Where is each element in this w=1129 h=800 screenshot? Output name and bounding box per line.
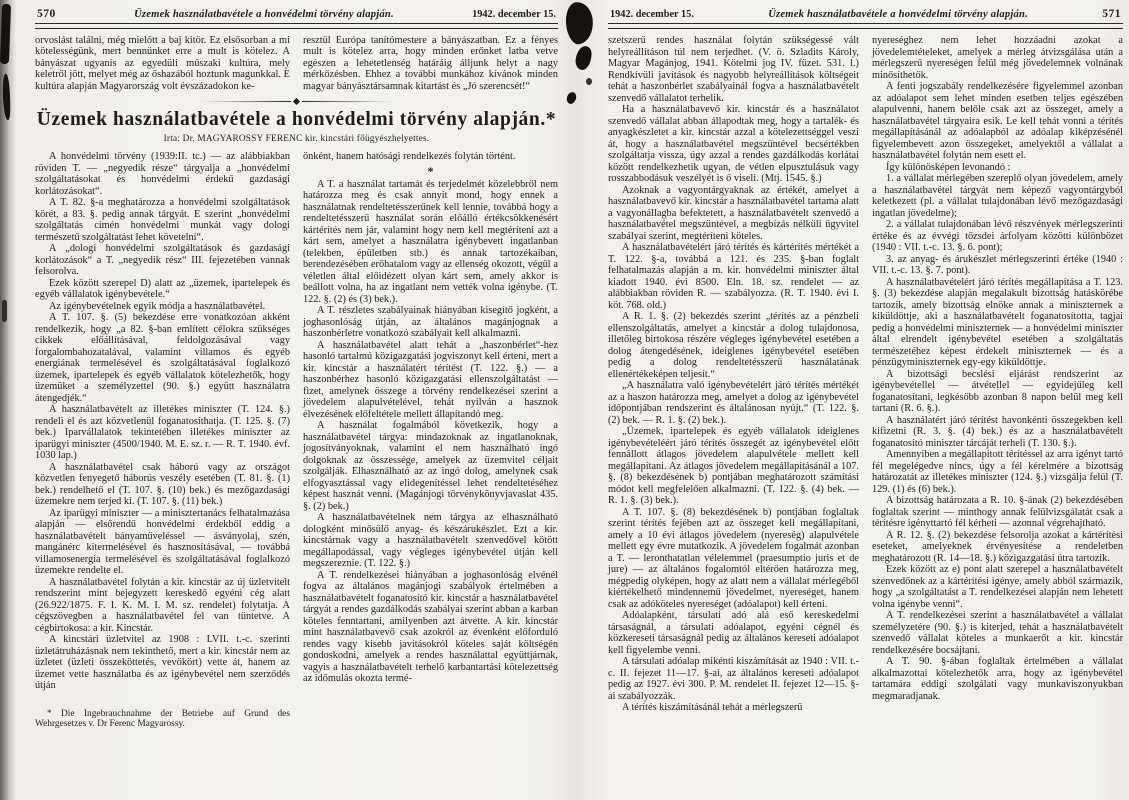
section-separator: * (427, 163, 434, 178)
text-column (608, 35, 859, 714)
paragraph: Ezek között szerepel D) alatt az „üzemek, ipartelepek és egyéb vállalatok igénybevétele.“ (35, 277, 290, 301)
article-divider (202, 99, 392, 104)
paragraph: A T. 107. §. (5) bekezdése erre vonatkozóan akként rendelkezik, hogy „a 82. §-ban említett célokra szükséges cikkek előállításával, feldolgozásával vagy forgalombahozatalával, valamint villamos és egyéb energiának termelésével és szolgáltatásával foglalkozó üzemek, ipartelepek és egyéb vállalatok kötelezhetők, hogy üzemüket a személyzettel (90. §.) együtt használatra átengedjék.“ (35, 312, 290, 404)
page-header (35, 6, 558, 23)
ink-blot (2, 300, 7, 322)
paragraph: resztül Európa tanítómestere a bányászatban. Ez a fényes mult is kötelez arra, hogy minden erőnket latba vetve egészen a lehetetlenség határáig álljunk helyt a nagy mérkőzésben. Ehhez a további munkához kívánok minden magyar bányásztársamnak kitartást és „Jó szerencsét!“ (303, 35, 558, 92)
paragraph: A T. rendelkezései szerint a használatbavétel a vállalat személyzetére (90. §.) is kiterjed, tehát a használatbavételt szenvedő vállalat köteles a munkaerőt a kir. kincstár rendelkezésére bocsájtani. (872, 610, 1123, 656)
issue-date: 1942. december 15. (472, 9, 556, 20)
paragraph: A társulati adóalap mikénti kiszámítását az 1940 : VII. t.-c. II. fejezet 11—17. §-ai, az általános kereseti adóalapot pedig az 1927. évi 300. P. M. rendelet II. fejezet 12—15. §-ai szabályozzák. (608, 656, 859, 702)
paragraph: A T. a használat tartamát és terjedelmét közelebbről nem határozza meg és csak annyit mond, hogy ennek a használatnak rendeltetésszerűnek kell lennie, továbbá hogy a rendeltetésszerű használat során előálló értékcsökkenésért kártérítés nem jár, valamint hogy nem kell megtéríteni azt a kárt sem, amelyet a használatra igénybevett ingatlanban (telekben, épületben stb.) és annak tartozékaiban, berendezésében erőhatalom vagy az ellenség okozott, végül a véletlen által előidézett olyan kárt sem, amely akkor is beállott volna, ha az ingatlant nem vették volna igénybe. (T. 122. §. (2) és (3) bek.). (303, 178, 558, 305)
running-title: Üzemek használatbavétele a honvédelmi törvény alapján. (768, 9, 1028, 20)
article-title: Üzemek használatbavétele a honvédelmi törvény alapján.* (36, 109, 557, 131)
paragraph: A T. részletes szabályainak hiányában kisegítő jogként, a joghasonlóság útján, az általános magánjognak a haszonbérletre vonatkozó szabályait kell alkalmazni. (303, 305, 558, 340)
binding-shadow (0, 0, 16, 800)
ink-blot (586, 78, 592, 85)
page-number: 571 (1102, 8, 1121, 20)
header-rule (35, 23, 558, 29)
paragraph: A R. 12. §. (2) bekezdése felsorolja azokat a kártérítési eseteket, amelyeknek érvényesítése a rendeletben meghatározott (R. 14—18. §.) közigazgatási útra tartozik. (872, 529, 1123, 564)
paragraph: nyereséghez nem lehet hozzáadni azokat a jövedelemtételeket, amelyek a mérleg átvizsgálása után a mérlegszerű nyereségen felül még jövedelemnek volnának minősíthetők. (872, 35, 1123, 81)
page-left (35, 6, 558, 730)
paragraph: A használatért járó térítést havonkénti összegekben kell kifizetni (R. 3. §. (4) bek.) és az a használatbavételt foganatosító miniszter tárcáját terheli (T. 130. §.). (872, 414, 1123, 449)
paragraph: A R. 1. §. (2) bekezdés szerint „térítés az a pénzbeli ellenszolgáltatás, amelyet a kincstár a dolog tulajdonosa, illetőleg birtokosa részére végleges igénybevétel esetében a dolog átengedésének, ideiglenes igénybevétel esetében pedig a dolog rendeltetésszerű használatának ellenértékeképen teljesít.“ (608, 311, 859, 380)
ink-blot (565, 91, 578, 105)
paragraph: A T. 82. §-a meghatározza a honvédelmi szolgáltatások körét, a 83. §. pedig annak tárgyát. E szerint „honvédelmi szolgáltatás címén honvédelmi munkát vagy dologi természetű szolgáltatást lehet követelni“. (35, 197, 290, 243)
previous-article-end (35, 35, 558, 92)
article-body (608, 35, 1123, 714)
paragraph: A használatbavételt az illetékes miniszter (T. 124. §.) rendeli el és azt közvetlenül foganatosíthatja. (T. 125. §. (7) bek.) Iparvállalatok tekintetében illetékes miniszter az iparügyi miniszter (4500/1940. M. E. sz. r. — R. T. 1940. évf. 1030 lap.) (35, 404, 290, 462)
footnote (35, 709, 290, 731)
page-header (608, 6, 1123, 23)
paragraph: Amennyiben a megállapított térítéssel az arra igényt tartó fél megelégedve nincs, úgy a fél kérelmére a bizottság határozatát az illetékes miniszter (124. §.) vizsgálja felül (T. 129. (1) és (6) bek.). (872, 449, 1123, 495)
paragraph: „A használatra való igénybevételért járó térítés mértékét az a haszon határozza meg, amelyet a dolog az igénybevétel időpontjában rendszerint és általánosan nyújt.“ (T. 122. §. (2) bek. — R. 1. §. (2) bek.). (608, 380, 859, 426)
page-number: 570 (37, 8, 56, 20)
paragraph: * Die Ingebrauchnahme der Betriebe auf Grund des Wehrgesetzes v. Dr Ferenc Magyarossy. (35, 708, 290, 730)
paragraph: A honvédelmi törvény (1939:II. tc.) — az alábbiakban röviden T. — „negyedik része“ tárgyalja a „honvédelmi szolgáltatásokat és honvédelmi érdekű gazdasági korlátozásokat“. (35, 151, 290, 197)
paragraph: Adóalapként, társulati adó alá eső kereskedelmi társaságnál, a társulati adóalapot, egyéni cégnél és közkereseti társaságnál pedig az általános kereseti adóalapot kell figyelembe venni. (608, 610, 859, 656)
paragraph: A T. 90. §-ában foglaltak értelmében a vállalat alkalmazottai kötelezhetők arra, hogy az igénybevétel tartamára eddigi szolgálati vagy munkaviszonyukban megmaradjanak. (872, 656, 1123, 702)
paragraph: A használatbavételért járó térítés megállapítása a T. 123. §. (3) bekezdése alapján megalakult bizottság hatáskörébe tartozik, amely bizottság elnöke annak a miniszternek a kiküldöttje, aki a használatbavételt foganatosította, tagjai pedig a honvédelmi miniszternek — a honvédelmi miniszter által elrendelt igénybevétel esetében a szolgáltatás természetéhez képest érdekelt miniszternek — és a pénzügyminiszternek egy-egy kiküldöttje. (872, 276, 1123, 368)
paragraph: A T. 107. §. (8) bekezdésének b) pontjában foglaltak szerint térítés fejében azt az összeget kell megállapítani, amely a 10 évi átlagos jövedelem (nyereség) alapulvétele mellett egy évre mutatkozik. A jövedelem fogalmát azonban a T. — leronthatatlan vélelemmel (praesumptio juris et de jure) — az általános fogalomtól eltérően határozza meg, mégpedig olyképen, hogy az alatt nem a vállalat mérlegéből kiértékelhető mindennemű jövedelmet, nyereséget, hanem csak az adóköteles nyereséget (adóalapot) kell érteni. (608, 506, 859, 610)
header-rule (608, 23, 1123, 29)
paragraph: A fenti jogszabály rendelkezésére figyelemmel azonban az adóalapot sem lehet minden esetben teljes egészében alapulvenni, hanem belőle csak azt az összeget, amely a használatbavétel tárgyaira esik. Le kell tehát vonni a térítés megállapításánál az adóalapból az adóalap kiképzésénél figyelembevett azon összegeket, amelyektől a vállalat a használatbavétel folytán nem esett el. (872, 81, 1123, 161)
paragraph: Ha a használatbavevő kir. kincstár és a használatot szenvedő vállalat abban állapodtak meg, hogy a tartalék- és anyagkészletet a kir. kincstár azzal a kötelezettséggel veszi át, hogy a használatbavétel megszüntével becsértékben szolgáltatja vissza, úgy azzal a rendes gazdálkodás korlátai között rendelkezhetik ugyan, de vétlen elpusztulásuk vagy rosszabbodásuk veszélyét is ő viseli. (Mtj. 1545. §.) (608, 104, 859, 184)
paragraph: szetszerű rendes használat folytán szükségessé vált helyreállításon túl nem terjedhet. (V. ö. Szladits Károly, Magyar Magánjog, 1941. Kötelmi jog IV. füzet. 531. l.) Rendkívüli javítások és nagyobb helyreállítások költségeit tehát a haszonbérlet szabályainál fogva a használatbavételt szenvedő vállalatot terhelik. (608, 35, 859, 104)
paragraph: önként, hanem hatósági rendelkezés folytán történt. (303, 151, 516, 163)
paragraph: A „dologi honvédelmi szolgáltatások és gazdasági korlátozások“ a T. „negyedik rész“ III. fejezetében vannak felsorolva. (35, 243, 290, 278)
paragraph: A bizottsági becslési eljárást rendszerint az igénybevétellel — átvétellel — egyidejűleg kell foganatosítani, legkésőbb azonban 8 napon belül meg kell tartani (R. 6. §.). (872, 368, 1123, 414)
text-column (35, 151, 290, 730)
text-column (303, 35, 558, 92)
paragraph: Ezek között az e) pont alatt szerepel a használatbavételt szenvedőnek az a kártérítési igénye, amely abból származik, hogy „a szolgáltatást a T. rendelkezései alapján nem lehetett volna igénybe venni“. (872, 564, 1123, 610)
paragraph: A használatbavétel alatt tehát a „haszonbérlet“-hez hasonló tartalmú közigazgatási jogviszonyt kell érteni, mert a kir. kincstár a használatért térítést (T. 122. §.) — a haszonbérhez hasonló közigazgatási ellenszolgáltatást — fizet, amelynek összege a törvény rendelkezései szerint a jövedelem alapulvételével, tehát nyilván a hasznok élvezésének előfeltétele mellett állapítandó meg. (303, 339, 558, 420)
paragraph: A használatbavételért járó térítés és kártérítés mértékét a T. 122. §-a, továbbá a 121. és 235. §-ban foglalt felhatalmazás alapján a m. kir. honvédelmi miniszter által kiadott 1940. évi 8500. Eln. 18. sz. rendelet — az alábbiakban röviden R. — szabályozza. (R. T. 1940. évi I. köt. 768. old.) (608, 242, 859, 311)
ink-blot (564, 1, 596, 46)
paragraph: A használat fogalmából következik, hogy a használatbavétel tárgya: mindazoknak az ingatlanoknak, jogosítványoknak, valamint el nem használható ingó dolgoknak az összessége, amelyek az üzemvitel céljait szolgálják. Elhasználható az az ingó dolog, amelynek csak elfogyasztással vagy elidegenítéssel lehet rendeltetéséhez képest hasznát venni. (Magánjogi törvénykönyvjavaslat 435. §. (2) bek.) (303, 420, 558, 512)
paragraph: Az igénybevételnek egyik módja a használatbavétel. (49, 300, 266, 312)
paragraph: 1. a vállalat mérlegében szereplő olyan jövedelem, amely a használatbavétel tárgyát nem képező vagyontárgyból keletkezett (pl. a vállalat tulajdonában lévő mezőgazdasági ingatlan jövedelme); (872, 173, 1123, 219)
paragraph: A használatbavétel folytán a kir. kincstár az új üzletvitelt rendszerint mint bejegyzett kereskedő egyéni cég alatt (26.922/1875. F. I. K. M. I. M. sz. rendelet) folytatja. A cégszövegben a használatbavétel fel van tüntetve. A cégbirtokosa: a kir. Kincstár. (35, 576, 290, 634)
ink-blot (574, 45, 593, 71)
paragraph: Az iparügyi miniszter — a minisztertanács felhatalmazása alapján — elsőrendű honvédelmi érdekből eddig a használatbavételt bányaműveléssel — ásványolaj, szén, mangánérc kitermelésével és hasznosításával, — továbbá villamosenergia termelésével és szolgáltatásával foglalkozó üzemekre rendelte el. (35, 507, 290, 577)
paragraph: 2. a vállalat tulajdonában lévő részvények mérlegszerinti értéke és az évvégi tőzsdei árfolyam közötti különbözet (1940 : VII. t.-c. 13. §. 6. pont); (872, 219, 1123, 253)
article-body (35, 151, 558, 730)
paragraph: A használatbavétel csak háború vagy az országot közvetlen fenyegető háborús veszély esetében (T. 81. §. (1) bek.) rendelhető el (T. 107. §. (10) bek.) és mezőgazdasági üzemekre nem terjed ki. (T. 107. §. (11) bek.) (35, 461, 290, 508)
paragraph: A kincstári üzletvitel az 1908 : LVII. t.-c. szerinti üzletátruházásnak nem tekinthető, mert a kir. kincstár nem az üzletet (üzleti összeköttetés, vevőkört) vette át, hanem az üzemet vette használatba és az igénybevétel nem szerződés útján (35, 634, 290, 692)
text-column (872, 35, 1123, 714)
paragraph: A térítés kiszámításánál tehát a mérlegszerű (622, 702, 803, 713)
article-byline: Irta: Dr. MAGYAROSSY FERENC kir. kincstári főügyészhelyettes. (163, 134, 430, 145)
running-title: Üzemek használatbavétele a honvédelmi törvény alapján. (134, 9, 394, 20)
paragraph: Így különösképen levonandó : (886, 161, 1011, 173)
paragraph: A bizottság határozata a R. 10. §-ának (2) bekezdésében foglaltak szerint — minthogy annak felülvizsgálatát csak a térítésre igényttartó fél kérheti — azonnal végrehajtható. (872, 495, 1123, 529)
paragraph: A használatbavételnek nem tárgya az elhasználható dologként minősülő anyag- és készárukészlet. Ezt a kir. kincstárnak vagy a használatbavételt szenvedővel kötött megállapodással, vagy végleges igénybevétel útján kell megszereznie. (T. 122. §.) (303, 512, 558, 570)
text-column (35, 35, 290, 92)
text-column (303, 151, 558, 730)
issue-date: 1942. december 15. (610, 9, 694, 20)
page-right (608, 6, 1123, 714)
paragraph: „Üzemek, ipartelepek és egyéb vállalatok ideiglenes igénybevételéért járó térítés összegét az igénybevétel előtt fennállott átlagos jövedelem alapulvétele mellett kell megállapítani. Az átlagos jövedelem megállapításánál a 107. §. (8) bekezdésének b) pontjában meghatározott számítási módot kell megfelelően alkalmazni. (T. 122. §. (4) bek. — R. 1. §. (3) bek.). (608, 426, 859, 506)
paragraph: Azoknak a vagyontárgyaknak az értékét, amelyet a használatbavevő kir. kincstár a használatbavétel tartama alatt a vagyonállagba befektetett, a használatbavételt szenvedő a használatbavétel megszüntével, a megbízás nélküli ügyvitel szabályai szerint, megtéríteni köteles. (608, 184, 859, 242)
paragraph: orvoslást találni, még mielőtt a baj kitör. Ez elsősorban a mi kötelességünk, mert bennünket erre a mult is kötelez. A bányászat ugyanis az egyedüli műszaki kultúra, mely keletről jött, melyet még az őshazából hoztunk magunkkal. E kultúra alapján Magyarország volt évszázadokon ke- (35, 35, 290, 92)
paragraph: A T. rendelkezései hiányában a joghasonlóság elvénél fogva az általános magánjogi szabályok értelmében a használatbavételt foganatosító kir. kincstár a használatbavétel tárgyát a rendes gazdálkodás szabályai szerint abban a karban köteles fenntartani, amilyenben azt átvette. A kir. kincstár mint használatbavevő csak azokról az évenként előforduló rendes vagy kisebb javításokról köteles saját költségén gondoskodni, amelyek a rendes használattal együttjárnak, vagyis a használatbavételt terhelő karbantartási kötelezettség az időmulás okozta termé- (303, 569, 558, 685)
paragraph: 3. az anyag- és árukészlet mérlegszerinti értéke (1940 : VII. t.-c. 13. §. 7. pont). (872, 253, 1123, 276)
divider-diamond-icon (293, 98, 300, 105)
